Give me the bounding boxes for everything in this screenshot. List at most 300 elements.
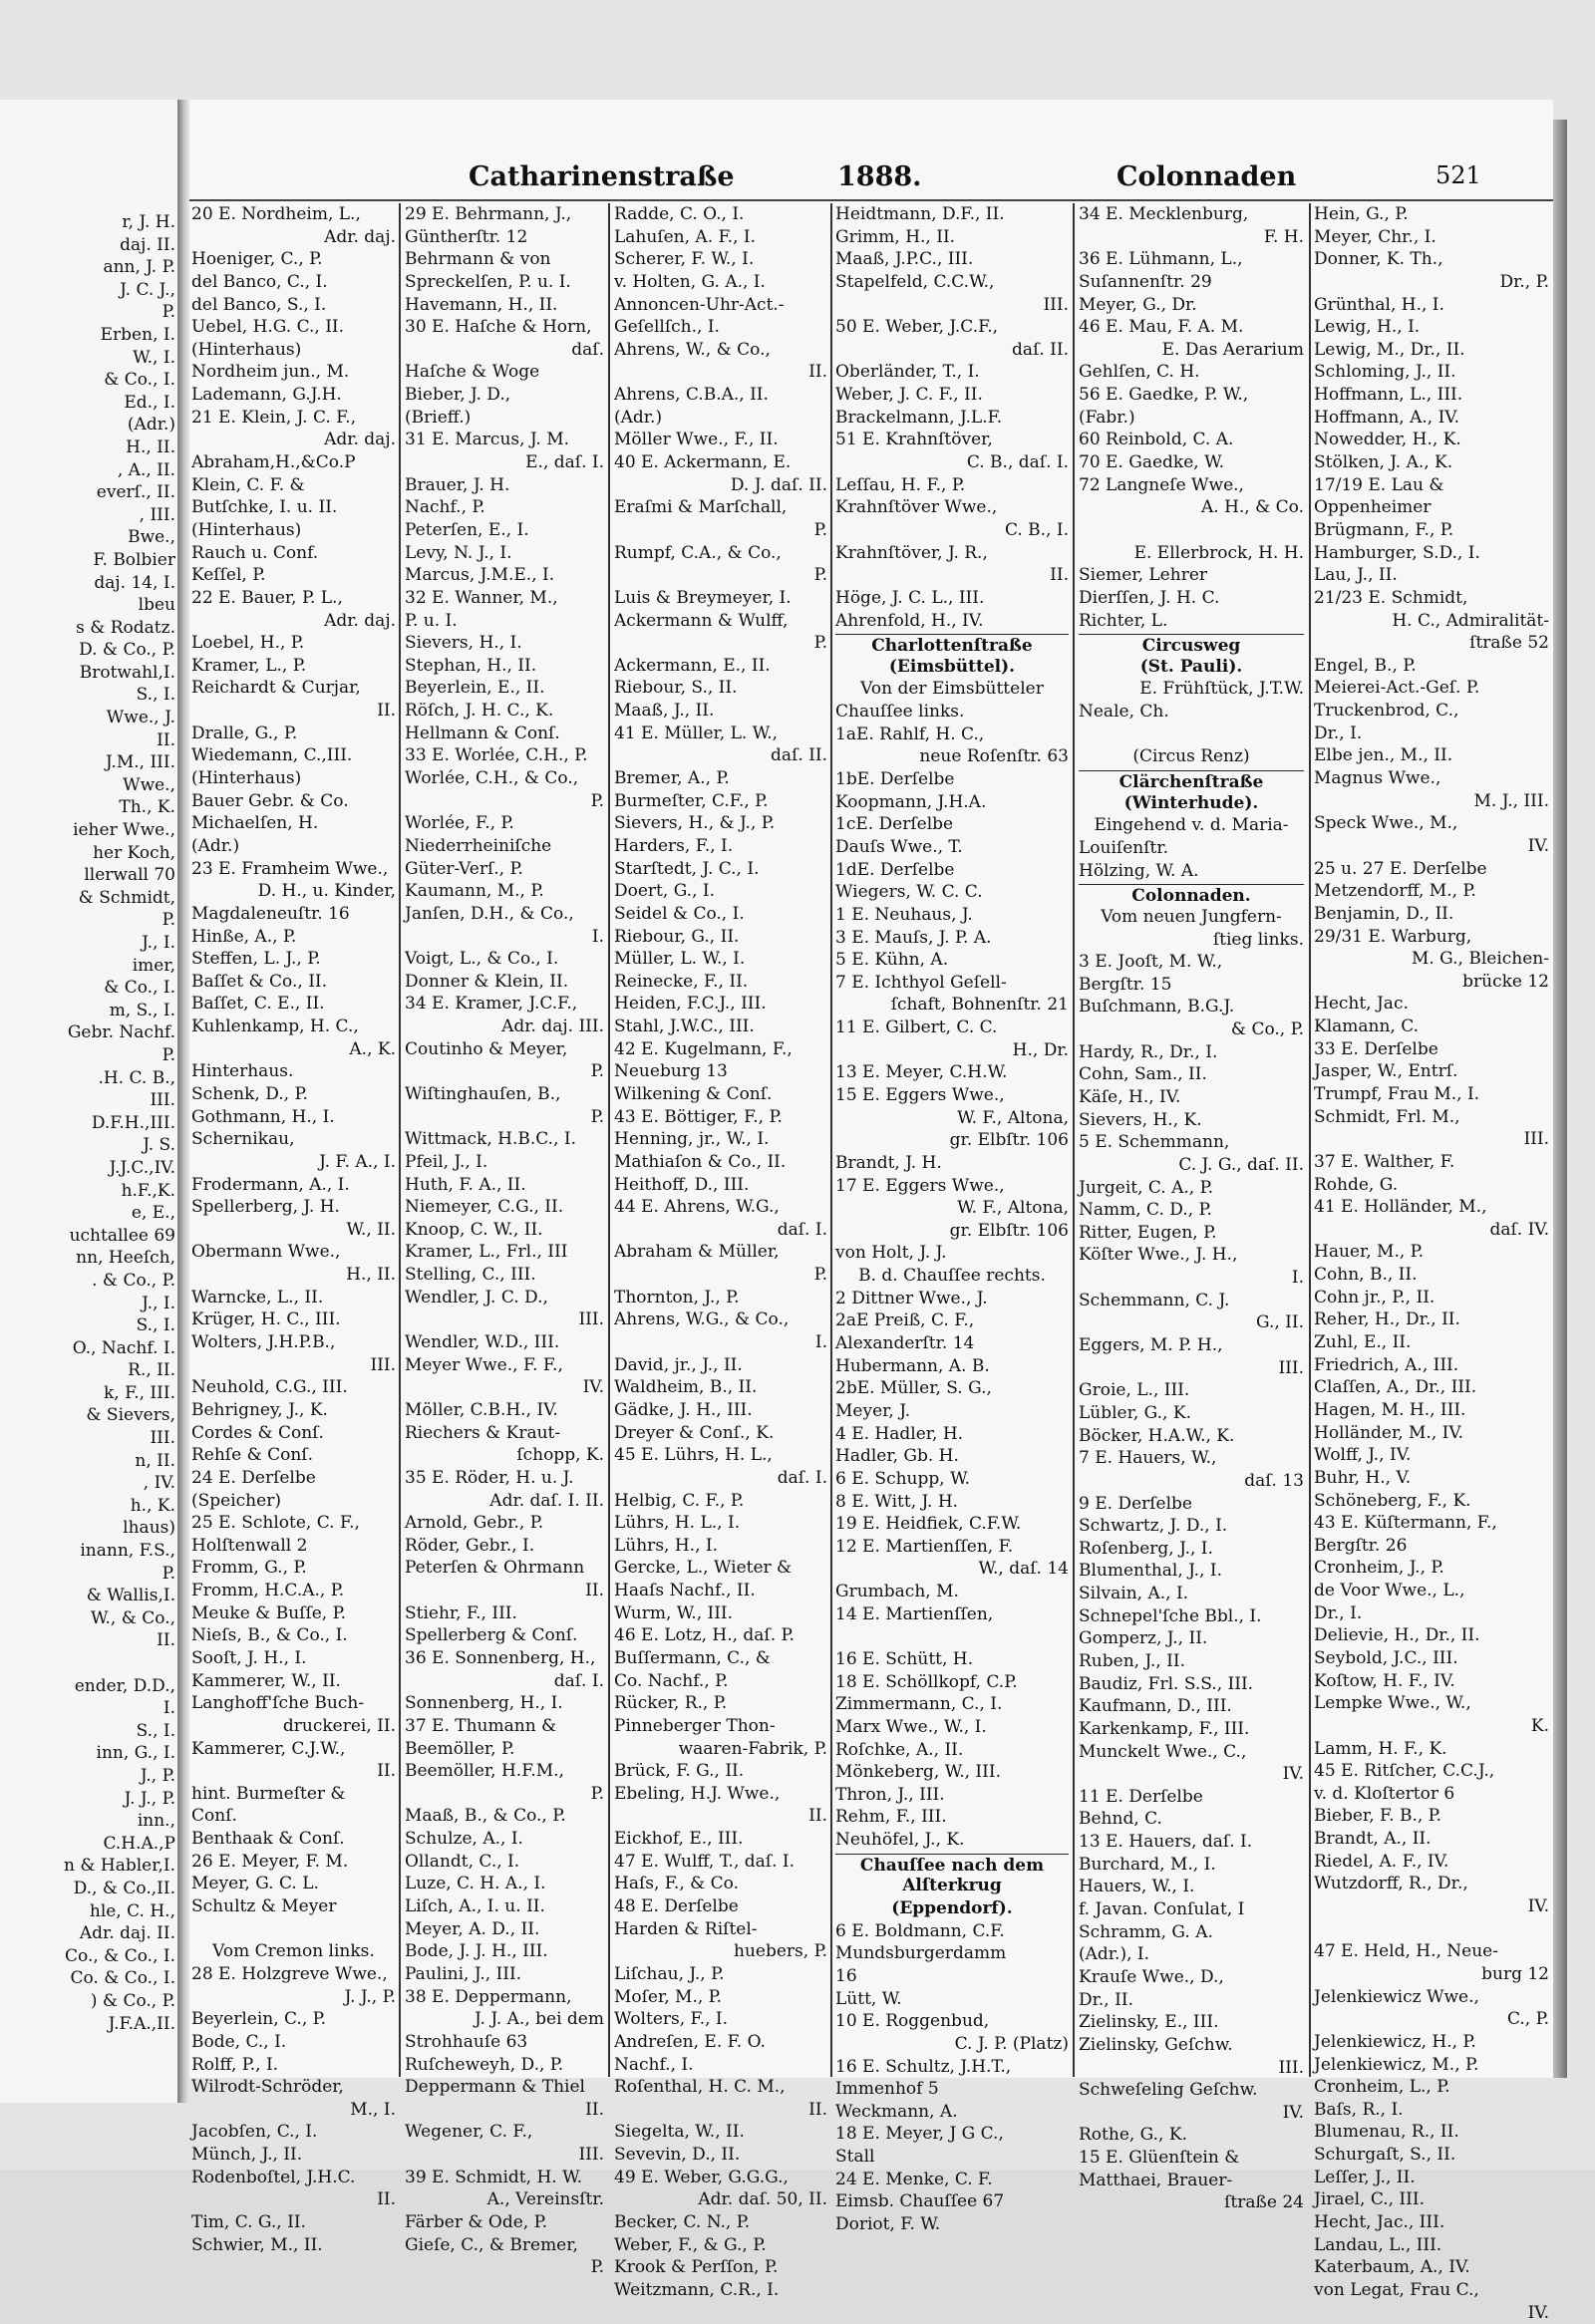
directory-entry-line: Schwier, M., II. <box>191 2234 323 2255</box>
directory-entry-line: Dralle, G., P. <box>191 723 298 743</box>
directory-entry-line: 29/31 E. Warburg, <box>1314 926 1472 947</box>
directory-entry-line: 18 E. Meyer, J G C., <box>835 2124 1004 2145</box>
directory-entry-line: Lewig, H., I. <box>1314 317 1421 338</box>
directory-entry-line: III. <box>1278 1357 1304 1378</box>
directory-entry-line: 37 E. Walther, F. <box>1314 1151 1455 1172</box>
fragment-line: Wwe., J. <box>106 708 175 728</box>
directory-entry-line: 50 E. Weber, J.C.F., <box>835 317 999 338</box>
directory-entry-line: 31 E. Marcus, J. M. <box>405 430 570 450</box>
directory-entry-line: Landau, L., III. <box>1314 2234 1442 2255</box>
directory-entry-line: 3 E. Mauſs, J. P. A. <box>835 927 992 948</box>
directory-entry-line: Charlottenſtraße <box>835 634 1069 656</box>
directory-entry-line: 25 E. Schlote, C. F., <box>191 1513 360 1534</box>
directory-entry-line: 8 E. Witt, J. H. <box>835 1491 959 1512</box>
fragment-line: her Koch, <box>93 842 175 863</box>
directory-entry-line: Truckenbrod, C., <box>1314 701 1459 722</box>
directory-entry-line: 2bE. Müller, S. G., <box>835 1378 992 1399</box>
directory-entry-line: Riedel, A. F., IV. <box>1314 1851 1449 1872</box>
directory-entry-line: Magnus Wwe., <box>1314 768 1441 789</box>
directory-entry-line: (Eimsbüttel). <box>888 656 1016 677</box>
directory-entry-line: Harders, F., I. <box>614 835 734 856</box>
directory-entry-line: Seybold, J.C., III. <box>1314 1648 1458 1668</box>
directory-entry-line: Speck Wwe., M., <box>1314 813 1458 834</box>
directory-entry-line: Hellmann & Conſ. <box>405 723 560 743</box>
directory-entry-line: (Speicher) <box>191 1490 281 1511</box>
directory-entry-line: 18 E. Schöllkopf, C.P. <box>835 1671 1018 1692</box>
directory-entry-line: 33 E. Worlée, C.H., P. <box>405 745 588 766</box>
directory-entry-line: Baudiz, Frl. S.S., III. <box>1079 1673 1254 1694</box>
directory-entry-line: 1aE. Rahlf, H. C., <box>835 724 985 744</box>
directory-entry-line: 47 E. Held, H., Neue- <box>1314 1941 1498 1962</box>
directory-entry-line: 38 E. Deppermann, <box>405 1986 572 2007</box>
directory-entry-line: Rothe, G., K. <box>1079 2125 1187 2146</box>
directory-entry-line: Obermann Wwe., <box>191 1242 341 1263</box>
page-edge <box>1553 120 1567 2078</box>
directory-entry-line: Cronheim, J., P. <box>1314 1558 1444 1579</box>
directory-column-6 <box>1314 203 1549 2324</box>
fragment-line: D. & Co., P. <box>79 640 175 661</box>
directory-entry-line: Leſſau, H. F., P. <box>835 474 966 495</box>
directory-entry-line: Loebel, H., P. <box>191 633 305 654</box>
directory-entry-line: Circusweg <box>1079 634 1304 656</box>
directory-entry-line: A., K. <box>349 1038 396 1059</box>
fragment-line: s & Rodatz. <box>76 617 175 638</box>
directory-entry-line: Behnd, C. <box>1079 1809 1162 1830</box>
directory-entry-line: Fromm, G., P. <box>191 1558 307 1579</box>
fragment-line: P. <box>161 910 175 931</box>
directory-entry-line: 13 E. Meyer, C.H.W. <box>835 1062 1008 1083</box>
directory-entry-line: 5 E. Schemmann, <box>1079 1132 1230 1153</box>
directory-entry-line: 22 E. Bauer, P. L., <box>191 587 343 608</box>
directory-page <box>189 100 1553 2323</box>
directory-entry-line: IV. <box>1282 1764 1304 1785</box>
fragment-line: llerwall 70 <box>84 865 175 886</box>
directory-entry-line: Meyer, Chr., I. <box>1314 226 1436 247</box>
directory-entry-line: Trumpf, Frau M., I. <box>1314 1083 1480 1104</box>
directory-entry-line: Reher, H., Dr., II. <box>1314 1309 1460 1330</box>
directory-entry-line: Hadler, Gb. H. <box>835 1446 959 1467</box>
fragment-line: Bwe., <box>128 527 175 548</box>
directory-entry-line: Paulini, J., III. <box>405 1963 522 1984</box>
directory-entry-line: Kammerer, C.J.W., <box>191 1738 346 1759</box>
directory-entry-line: Worlée, F., P. <box>405 813 514 834</box>
directory-entry-line: Immenhof 5 <box>835 2079 939 2100</box>
directory-entry-line: 2 Dittner Wwe., J. <box>835 1288 988 1308</box>
directory-entry-line: Neuhöfel, J., K. <box>835 1830 965 1851</box>
running-header <box>189 161 1553 201</box>
directory-entry-line: Ruben, J., II. <box>1079 1651 1185 1671</box>
directory-entry-line: 6 E. Schupp, W. <box>835 1468 970 1489</box>
directory-entry-line: Abraham & Müller, <box>614 1242 780 1263</box>
directory-entry-line: Gercke, L., Wieter & <box>614 1558 793 1579</box>
directory-entry-line: gr. Elbſtr. 106 <box>949 1130 1069 1151</box>
directory-entry-line: Spellerberg & Conſ. <box>405 1625 578 1646</box>
fragment-line: Adr. daj. II. <box>79 1923 175 1944</box>
directory-entry-line: J. J. A., bei dem <box>475 2009 604 2030</box>
column-divider <box>1073 203 1075 2077</box>
directory-entry-line: (Winterhude). <box>1123 792 1259 813</box>
directory-entry-line: Gädke, J. H., III. <box>614 1399 753 1420</box>
directory-entry-line: Cohn, B., II. <box>1314 1265 1418 1286</box>
directory-entry-line: Hoeniger, C., P. <box>191 249 323 270</box>
directory-entry-line: Roſenberg, J., I. <box>1079 1538 1213 1559</box>
directory-entry-line: Krahnſtöver, J. R., <box>835 542 988 563</box>
directory-entry-line: Wutzdorff, R., Dr., <box>1314 1874 1468 1894</box>
directory-entry-line: Buſſermann, C., & <box>614 1648 771 1668</box>
directory-entry-line: Louiſenſtr. <box>1079 837 1168 858</box>
directory-entry-line: Ahrens, W.G., & Co., <box>614 1309 790 1330</box>
directory-entry-line: Zuhl, E., II. <box>1314 1332 1412 1353</box>
directory-entry-line: 36 E. Lühmann, L., <box>1079 249 1243 270</box>
directory-entry-line: Leſſer, J., II. <box>1314 2167 1416 2187</box>
directory-entry-line: Buhr, H., V. <box>1314 1467 1412 1488</box>
directory-entry-line: 46 E. Mau, F. A. M. <box>1079 317 1244 338</box>
directory-entry-line: Vom Cremon links. <box>212 1941 375 1962</box>
directory-entry-line: f. Javan. Conſulat, I <box>1079 1899 1245 1920</box>
fragment-line: h., K. <box>130 1495 175 1516</box>
directory-entry-line: Grünthal, H., I. <box>1314 294 1444 315</box>
directory-entry-line: Schernikau, <box>191 1129 295 1150</box>
directory-entry-line: Starſtedt, J. C., I. <box>614 858 760 879</box>
directory-entry-line: Krahnſtöver Wwe., <box>835 497 998 518</box>
directory-entry-line: Frodermann, A., I. <box>191 1174 350 1195</box>
directory-entry-line: 46 E. Lotz, H., daſ. P. <box>614 1625 795 1646</box>
directory-entry-line: Kramer, L., P. <box>191 655 307 676</box>
directory-entry-line: Bieber, F. B., P. <box>1314 1806 1442 1827</box>
directory-entry-line: daſ. <box>571 339 604 360</box>
directory-entry-line: Jirael, C., III. <box>1314 2189 1425 2210</box>
directory-entry-line: ſchaft, Bohnenſtr. 21 <box>890 995 1069 1016</box>
directory-entry-line: Siegelta, W., II. <box>614 2122 745 2143</box>
directory-entry-line: Schurgaſt, S., II. <box>1314 2145 1456 2166</box>
directory-entry-line: Wilkening & Conſ. <box>614 1083 773 1104</box>
directory-entry-line: Müller, L. W., I. <box>614 949 746 970</box>
directory-entry-line: Holſtenwall 2 <box>191 1535 308 1556</box>
directory-entry-line: Jurgeit, C. A., P. <box>1079 1177 1214 1198</box>
directory-entry-line: 56 E. Gaedke, P. W., <box>1079 385 1249 406</box>
fragment-line: & Wallis,I. <box>86 1586 175 1606</box>
directory-entry-line: II. <box>585 1581 604 1601</box>
directory-entry-line: waaren-Fabrik, P. <box>678 1738 827 1759</box>
directory-entry-line: Dr., P. <box>1499 271 1549 292</box>
directory-entry-line: Rumpf, C.A., & Co., <box>614 542 782 563</box>
directory-entry-line: W., II. <box>346 1219 396 1240</box>
directory-entry-line: E. Frühſtück, J.T.W. <box>1139 679 1304 700</box>
directory-entry-line: (Hinterhaus) <box>191 339 302 360</box>
directory-entry-line: Karkenkamp, F., III. <box>1079 1718 1250 1739</box>
directory-entry-line: Krüger, H. C., III. <box>191 1309 341 1330</box>
directory-entry-line: Havemann, H., II. <box>405 294 558 315</box>
directory-entry-line: Brandt, A., II. <box>1314 1829 1432 1850</box>
directory-entry-line: Janſen, D.H., & Co., <box>405 903 574 924</box>
directory-entry-line: von Holt, J. J. <box>835 1243 947 1264</box>
directory-entry-line: Waldheim, B., II. <box>614 1377 758 1398</box>
directory-entry-line: Wurm, W., III. <box>614 1602 734 1623</box>
directory-entry-line: druckerei, II. <box>282 1715 396 1736</box>
directory-entry-line: Rehm, F., III. <box>835 1807 947 1828</box>
directory-entry-line: Delievie, H., Dr., II. <box>1314 1625 1480 1646</box>
directory-entry-line: Güntherſtr. 12 <box>405 226 528 247</box>
directory-entry-line: A. H., & Co. <box>1200 497 1304 518</box>
directory-entry-line: ſtraße 24 <box>1224 2192 1304 2213</box>
directory-entry-line: Eingehend v. d. Maria- <box>1094 815 1289 836</box>
directory-entry-line: Richter, L. <box>1079 610 1168 631</box>
directory-entry-line: 60 Reinbold, C. A. <box>1079 430 1234 450</box>
directory-entry-line: 17/19 E. Lau & <box>1314 474 1444 495</box>
directory-entry-line: D. J. daſ. II. <box>730 474 827 495</box>
fragment-line: Brotwahl,I. <box>79 662 175 683</box>
directory-entry-line: 28 E. Holzgreve Wwe., <box>191 1963 388 1984</box>
directory-entry-line: P. <box>813 633 827 654</box>
directory-entry-line: II. <box>808 362 827 383</box>
directory-entry-line: Andreſen, E. F. O. <box>614 2031 766 2052</box>
directory-entry-line: Doert, G., I. <box>614 881 715 902</box>
directory-entry-line: III. <box>578 1309 604 1330</box>
directory-entry-line: Metzendorff, M., P. <box>1314 881 1476 902</box>
directory-entry-line: Dreyer & Conſ., K. <box>614 1422 775 1443</box>
directory-entry-line: Lamm, H. F., K. <box>1314 1738 1447 1759</box>
directory-entry-line: Meyer, J. <box>835 1400 911 1421</box>
directory-entry-line: P. u. I. <box>405 610 458 631</box>
directory-entry-line: Stelling, C., III. <box>405 1265 536 1286</box>
directory-entry-line: Wolters, J.H.P.B., <box>191 1332 336 1353</box>
directory-entry-line: Kammerer, W., II. <box>191 1670 341 1691</box>
directory-entry-line <box>191 1918 396 1941</box>
street-heading-left: Catharinenstraße <box>469 161 735 192</box>
directory-entry-line: Meyer, G. C. L. <box>191 1874 319 1894</box>
directory-entry-line: Ollandt, C., I. <box>405 1851 520 1872</box>
directory-entry-line: Koopmann, J.H.A. <box>835 791 987 812</box>
directory-entry-line: Ritter, Eugen, P. <box>1079 1222 1217 1243</box>
fragment-line: ieher Wwe., <box>73 820 175 841</box>
directory-entry-line: Claſſen, A., Dr., III. <box>1314 1377 1477 1398</box>
fragment-line: ender, D.D., <box>74 1675 175 1696</box>
directory-entry-line: 21/23 E. Schmidt, <box>1314 587 1468 608</box>
directory-entry-line: Wolff, J., IV. <box>1314 1445 1412 1466</box>
directory-entry-line: A., Vereinsſtr. <box>486 2189 604 2210</box>
directory-entry-line: Adr. daſ. 50, II. <box>698 2189 827 2210</box>
directory-entry-line: Höge, J. C. L., III. <box>835 587 985 608</box>
directory-entry-line: Mönkeberg, W., III. <box>835 1762 1001 1783</box>
directory-entry-line: Geſellſch., I. <box>614 317 720 338</box>
fragment-line: Wwe., <box>123 774 175 795</box>
directory-entry-line: II. <box>1050 565 1069 586</box>
directory-entry-line: 25 u. 27 E. Derſelbe <box>1314 858 1487 879</box>
directory-entry-line: P. <box>590 790 604 811</box>
directory-entry-line: Rücker, R., P. <box>614 1693 728 1714</box>
directory-entry-line: Ahrens, C.B.A., II. <box>614 385 769 406</box>
directory-entry-line: Cohn jr., P., II. <box>1314 1287 1436 1307</box>
directory-entry-line: 6 E. Boldmann, C.F. <box>835 1920 1005 1941</box>
directory-entry-line: Wiegers, W. C. C. <box>835 882 983 903</box>
fragment-line: & Sievers, <box>86 1405 175 1426</box>
fragment-line: inn., <box>137 1811 175 1832</box>
directory-entry-line: Roſenthal, H. C. M., <box>614 2077 786 2098</box>
directory-entry-line: P. <box>590 1106 604 1127</box>
directory-entry-line: Kramer, L., Frl., III <box>405 1242 568 1263</box>
directory-column-4 <box>835 203 1069 2236</box>
directory-entry-line: Brandt, J. H. <box>835 1152 942 1173</box>
left-page-column <box>6 211 175 2035</box>
year-heading: 1888. <box>837 161 922 192</box>
header-rule <box>189 199 1553 201</box>
directory-entry-line: 39 E. Schmidt, H. W. <box>405 2167 582 2187</box>
directory-entry-line: Zielinsky, E., III. <box>1079 2012 1219 2033</box>
directory-entry-line: Haſche & Woge <box>405 362 540 383</box>
directory-entry-line: Niemeyer, C.G., II. <box>405 1197 564 1218</box>
directory-entry-line: Bergſtr. 15 <box>1079 974 1172 995</box>
directory-entry-line: Hoffmann, L., III. <box>1314 385 1463 406</box>
directory-entry-line: Meyer Wwe., F. F., <box>405 1354 563 1375</box>
directory-entry-line: Lührs, H. L., I. <box>614 1513 741 1534</box>
directory-entry-line: 7 E. Ichthyol Geſell- <box>835 972 1007 993</box>
directory-column-1 <box>191 203 396 2256</box>
directory-entry-line: Röſch, J. H. C., K. <box>405 701 554 722</box>
directory-entry-line: 11 E. Derſelbe <box>1079 1786 1203 1807</box>
directory-entry-line: Rolff, P., I. <box>191 2054 279 2075</box>
directory-entry-line: Scherer, F. W., I. <box>614 249 755 270</box>
directory-entry-line: Peterſen & Ohrmann <box>405 1558 585 1579</box>
directory-entry-line: Spreckelſen, P. u. I. <box>405 271 571 292</box>
directory-entry-line: Maaß, B., & Co., P. <box>405 1806 566 1827</box>
page-number: 521 <box>1436 161 1481 189</box>
directory-entry-line: Munckelt Wwe., C., <box>1079 1741 1247 1762</box>
directory-entry-line: Zielinsky, Geſchw. <box>1079 2034 1233 2055</box>
directory-entry-line: Suſannenſtr. 29 <box>1079 271 1212 292</box>
directory-entry-line: Stiehr, F., III. <box>405 1602 517 1623</box>
fragment-line: n, II. <box>135 1450 175 1471</box>
directory-column-5 <box>1079 203 1304 2214</box>
directory-entry-line: Voigt, L., & Co., I. <box>405 949 559 970</box>
directory-entry-line: Tim, C. G., II. <box>191 2212 306 2233</box>
directory-entry-line: C. J. P. (Platz) <box>954 2033 1069 2054</box>
directory-entry-line: K. <box>1530 1715 1549 1736</box>
directory-entry-line: Dr., II. <box>1079 1989 1133 2010</box>
directory-entry-line: 1 E. Neuhaus, J. <box>835 904 973 925</box>
directory-entry-line: Moſer, M., P. <box>614 1986 723 2007</box>
directory-entry-line: 2aE Preiß, C. F., <box>835 1310 975 1331</box>
directory-entry-line: (Hinterhaus) <box>191 768 302 789</box>
directory-entry-line: Chauſſee links. <box>835 702 965 723</box>
column-divider <box>399 203 401 2077</box>
directory-entry-line: Hinterhaus. <box>191 1061 294 1082</box>
directory-entry-line: 16 <box>835 1965 857 1986</box>
directory-entry-line: Zimmermann, C., I. <box>835 1694 1003 1715</box>
directory-entry-line: F. H. <box>1263 226 1304 247</box>
directory-entry-line: 14 E. Martienſſen, <box>835 1603 994 1624</box>
directory-entry-line: Meierei-Act.-Geſ. P. <box>1314 678 1480 699</box>
directory-entry-line: Kaumann, M., P. <box>405 881 544 902</box>
directory-entry-line: Brügmann, F., P. <box>1314 519 1454 540</box>
directory-entry-line: 15 E. Eggers Wwe., <box>835 1084 1005 1105</box>
fragment-line: inn, G., I. <box>96 1743 175 1764</box>
directory-entry-line: IV. <box>582 1377 604 1398</box>
directory-entry-line: Kaufmann, D., III. <box>1079 1696 1232 1717</box>
directory-entry-line: 47 E. Wulff, T., daſ. I. <box>614 1851 795 1872</box>
directory-entry-line: Schulze, A., I. <box>405 1829 523 1850</box>
directory-entry-line: 70 E. Gaedke, W. <box>1079 452 1224 473</box>
directory-entry-line: 35 E. Röder, H. u. J. <box>405 1467 574 1488</box>
directory-entry-line: B. d. Chauſſee rechts. <box>858 1266 1046 1287</box>
directory-entry-line: Schramm, G. A. <box>1079 1921 1213 1942</box>
directory-entry-line: Jasper, W., Entrſ. <box>1314 1061 1458 1082</box>
directory-entry-line: Hubermann, A. B. <box>835 1355 990 1376</box>
directory-entry-line: III. <box>578 2145 604 2166</box>
fragment-line: D., & Co.,II. <box>73 1878 175 1898</box>
directory-entry-line: Pinneberger Thon- <box>614 1715 776 1736</box>
directory-entry-line: Dr., I. <box>1314 1602 1363 1623</box>
directory-entry-line: 42 E. Kugelmann, F., <box>614 1038 793 1059</box>
directory-entry-line <box>1079 519 1304 542</box>
directory-entry-line: Mathiaſon & Co., II. <box>614 1151 787 1172</box>
directory-entry-line: Keſſel, P. <box>191 565 266 586</box>
directory-entry-line: Von der Eimsbütteler <box>860 679 1044 700</box>
directory-entry-line: P. <box>813 565 827 586</box>
directory-entry-line: Meuke & Buſſe, P. <box>191 1602 347 1623</box>
directory-entry-line: Meyer, G., Dr. <box>1079 294 1197 315</box>
directory-entry-line: Köſter Wwe., J. H., <box>1079 1245 1238 1266</box>
fragment-line: S., I. <box>136 685 175 706</box>
directory-entry-line: G., II. <box>1255 1312 1304 1333</box>
directory-entry-line: daſ. IV. <box>1489 1219 1549 1240</box>
directory-entry-line: Grumbach, M. <box>835 1582 959 1602</box>
directory-entry-line: (Adr.) <box>191 835 240 856</box>
directory-entry-line: Coutinho & Meyer, <box>405 1038 568 1059</box>
directory-entry-line: (Adr.), I. <box>1079 1944 1150 1965</box>
directory-entry-line: C. J. G., daſ. II. <box>1178 1154 1304 1175</box>
directory-entry-line: Heidtmann, D.F., II. <box>835 204 1005 224</box>
directory-entry-line: Luis & Breymeyer, I. <box>614 587 792 608</box>
directory-entry-line <box>1314 1918 1549 1941</box>
directory-column-3 <box>614 203 827 2302</box>
fragment-line: , III. <box>139 504 175 525</box>
directory-entry-line: Strohhauſe 63 <box>405 2031 528 2052</box>
directory-entry-line: daſ. II. <box>1012 339 1069 360</box>
directory-entry-line: 19 E. Heidfiek, C.F.W. <box>835 1514 1022 1535</box>
directory-entry-line: Blumenthal, J., I. <box>1079 1561 1222 1582</box>
directory-entry-line: J. J., P. <box>344 1986 396 2007</box>
directory-entry-line: P. <box>813 519 827 540</box>
directory-entry-line: del Banco, C., I. <box>191 271 328 292</box>
directory-entry-line: Sevevin, D., II. <box>614 2145 741 2166</box>
fragment-line: e, E., <box>131 1203 175 1224</box>
directory-entry-line: P. <box>590 1783 604 1804</box>
fragment-line: S., I. <box>136 1720 175 1741</box>
fragment-line: W., & Co., <box>91 1607 175 1628</box>
fragment-line: & Co., I. <box>104 978 175 999</box>
directory-entry-line: Stephan, H., II. <box>405 655 537 676</box>
directory-entry-line: (Fabr.) <box>1079 407 1135 428</box>
directory-entry-line: 3 E. Jooſt, M. W., <box>1079 952 1223 973</box>
directory-entry-line: III. <box>370 1354 396 1375</box>
directory-entry-line: Wiedemann, C.,III. <box>191 745 353 766</box>
directory-entry-line: Stall <box>835 2147 875 2168</box>
directory-entry-line: P. <box>813 1265 827 1286</box>
directory-entry-line: Ahrenfold, H., IV. <box>835 610 984 631</box>
street-heading-right: Colonnaden <box>1116 161 1297 192</box>
directory-entry-line: Baſſet, C. E., II. <box>191 994 325 1015</box>
directory-entry-line: Magdaleneuſtr. 16 <box>191 903 350 924</box>
directory-entry-line: Ackermann & Wulff, <box>614 610 789 631</box>
directory-entry-line <box>835 1625 1069 1648</box>
directory-entry-line: Holländer, M., IV. <box>1314 1422 1464 1443</box>
directory-entry-line: Klamann, C. <box>1314 1017 1420 1037</box>
directory-entry-line: 49 E. Weber, G.G.G., <box>614 2167 789 2187</box>
directory-entry-line: Wendler, J. C. D., <box>405 1287 548 1307</box>
directory-entry-line: Ackermann, E., II. <box>614 655 771 676</box>
fragment-line: R., II. <box>128 1360 175 1381</box>
directory-entry-line: Thornton, J., P. <box>614 1287 740 1307</box>
